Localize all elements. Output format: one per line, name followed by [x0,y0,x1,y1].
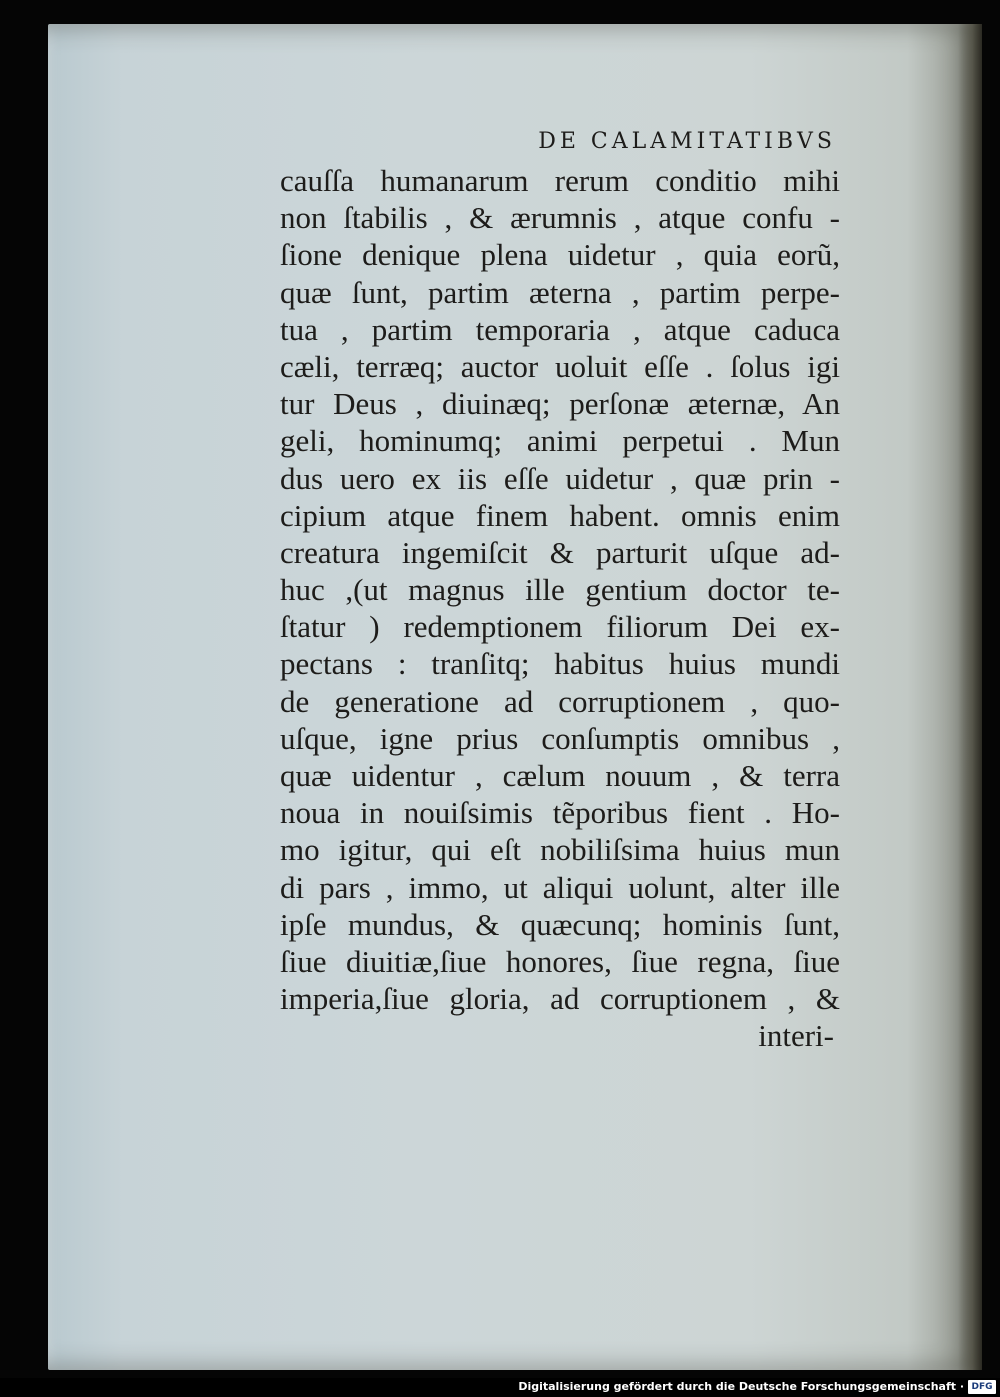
text-line: cauſſa humanarum rerum conditio mihi [280,163,840,198]
text-line: de generatione ad corruptionem , quo- [280,683,840,719]
page-gutter-shadow [958,24,982,1370]
text-line: huc ,(ut magnus ille gentium doctor te- [280,572,840,608]
text-line: non ſtabilis , & ærumnis , atque confu - [280,200,840,236]
text-line: imperia,ſiue gloria, ad corruptionem , & [280,981,840,1017]
text-line: cæli, terræq; auctor uoluit eſſe . ſolus igi [280,348,840,384]
text-line: uſque, igne prius conſumptis omnibus , [280,720,840,756]
text-line: ſione denique plena uidetur , quia eorũ, [280,237,840,273]
text-line: di pars , immo, ut aliqui uolunt, alter ille [280,869,840,905]
text-line: ſtatur ) redemptionem filiorum Dei ex- [280,609,840,645]
text-line: cipium atque finem habent. omnis enim [280,497,840,533]
dfg-logo: DFG [968,1380,996,1394]
text-line: noua in nouiſsimis tẽporibus fient . Ho- [280,795,840,831]
running-head: DE CALAMITATIBVS [538,129,836,154]
text-line: ipſe mundus, & quæcunq; hominis ſunt, [280,906,840,942]
text-line: dus uero ex iis eſſe uidetur , quæ prin - [280,460,840,496]
text-line: tur Deus , diuinæq; perſonæ æternæ, An [280,386,840,422]
text-line: pectans : tranſitq; habitus huius mundi [280,646,840,682]
catchword: interi- [758,1018,834,1054]
text-line: ſiue diuitiæ,ſiue honores, ſiue regna, ſiue [280,943,840,979]
text-line: geli, hominumq; animi perpetui . Mun [280,423,840,459]
text-line: quæ uidentur , cælum nouum , & terra [280,758,840,793]
text-line: creatura ingemiſcit & parturit uſque ad- [280,534,840,570]
text-line: quæ ſunt, partim æterna , partim perpe- [280,274,840,310]
body-text [280,162,840,1017]
text-block [280,122,840,1054]
text-line: mo igitur, qui eſt nobiliſsima huius mun [280,832,840,868]
text-line: tua , partim temporaria , atque caduca [280,311,840,347]
digitization-credit: Digitalisierung gefördert durch die Deutsche Forschungsgemeinschaft · [518,1380,964,1393]
